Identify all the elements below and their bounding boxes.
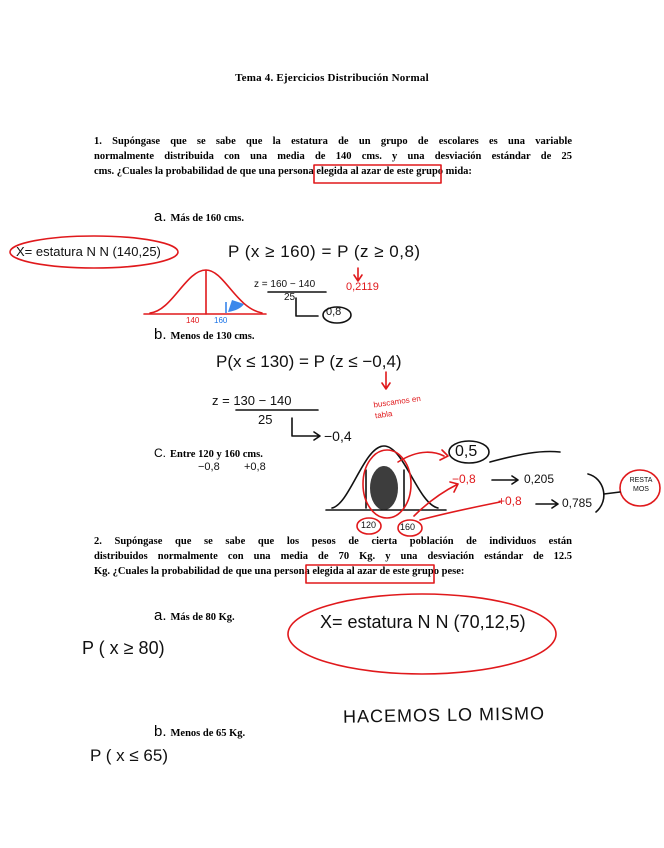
- p2a-probability: P ( x ≥ 80): [82, 638, 165, 658]
- p1c-arrow: [536, 500, 558, 508]
- item-text: Más de 80 Kg.: [170, 612, 235, 623]
- p1-variable-label: X= estatura N N (140,25): [16, 244, 161, 259]
- p1b-z-value: −0,4: [324, 428, 352, 444]
- p1c-bracket: [588, 474, 604, 512]
- problem-1-line: normalmente distribuida con una media de 140 cms. y una desviación estándar de 25: [94, 151, 572, 162]
- p1c-z-pos: +0,8: [244, 461, 266, 473]
- p1a-z-value: 0,8: [326, 306, 342, 318]
- item-letter: C.: [154, 446, 166, 460]
- p1a-circle: [323, 307, 351, 323]
- problem-2-line: distribuidos normalmente con una media de 70 Kg. y una desviación estándar de 12.5: [94, 551, 572, 562]
- highlight-box: [306, 565, 434, 583]
- p1c-tick-120: 120: [361, 520, 377, 530]
- p1b-note: buscamos en tabla: [372, 393, 422, 421]
- p1c-tick-circle: [398, 520, 422, 536]
- problem-1-line: cms. ¿Cuales la probabilidad de que una persona elegida al azar de este grupo mida:: [94, 166, 472, 177]
- p2b-probability: P ( x ≤ 65): [90, 746, 168, 765]
- p1a-arrow: [296, 298, 318, 316]
- problem-2-line: Kg. ¿Cuales la probabilidad de que una persona elegida al azar de este grupo pese:: [94, 566, 465, 577]
- p1c-red-arrow: [414, 482, 458, 516]
- item-letter: a.: [154, 607, 167, 624]
- p1c-half: 0,5: [455, 443, 478, 460]
- p1c-normal-curve: [326, 446, 446, 510]
- item-text: Menos de 65 Kg.: [170, 728, 246, 739]
- p1b-probability: P(x ≤ 130) = P (z ≤ −0,4): [216, 352, 402, 371]
- item-text: Más de 160 cms.: [170, 213, 245, 224]
- p1c-pos-z: +0,8: [498, 494, 522, 508]
- p1c-arrow: [492, 476, 518, 484]
- item-letter: b.: [154, 326, 167, 343]
- item-text: Menos de 130 cms.: [170, 331, 255, 342]
- p1a-tick-160: 160: [214, 316, 228, 325]
- p1a-z-denominator: 25: [284, 292, 296, 303]
- p2-variable-label: X= estatura N N (70,12,5): [320, 612, 526, 632]
- p1a-tick-140: 140: [186, 316, 200, 325]
- p1c-neg-value: 0,205: [524, 472, 555, 486]
- document-title: Tema 4. Ejercicios Distribución Normal: [235, 72, 429, 84]
- problem-2-line: 2. Supóngase que se sabe que los pesos de cierta población de individuos están: [94, 536, 572, 547]
- p1b-z-formula: z = 130 − 140: [212, 393, 292, 408]
- item-letter: b.: [154, 723, 167, 740]
- p1b-arrow: [292, 418, 320, 440]
- p1c-half-circle: [449, 441, 489, 463]
- item-text: Entre 120 y 160 cms.: [170, 449, 263, 460]
- p1c-curve-line: [490, 451, 560, 462]
- p1a-probability: P (x ≥ 160) = P (z ≥ 0,8): [228, 242, 421, 261]
- p1a-result-arrow: [354, 268, 362, 281]
- problem-1-line: 1. Supóngase que se sabe que la estatura de un grupo de escolares es una variable: [94, 136, 572, 147]
- highlight-box: [314, 165, 441, 183]
- p1a-result: 0,2119: [346, 281, 379, 293]
- p2-variable-ellipse: [288, 594, 556, 674]
- p1c-pos-value: 0,785: [562, 496, 593, 510]
- p1b-note-arrow: [382, 372, 390, 389]
- variable-ellipse: [10, 236, 178, 268]
- p2-same-note: HACEMOS LO MISMO: [342, 703, 546, 727]
- p1c-note: RESTA MOS: [629, 477, 653, 493]
- p1c-z-neg: −0,8: [198, 461, 220, 473]
- p1c-tick-160: 160: [400, 522, 416, 532]
- p1c-tick-circle: [357, 518, 381, 534]
- p1a-z-formula: z = 160 − 140: [254, 279, 316, 290]
- p1a-normal-curve: [144, 270, 266, 314]
- p1c-neg-z: −0,8: [452, 472, 476, 486]
- p1b-z-denominator: 25: [258, 412, 273, 427]
- p1c-note-circle: [620, 470, 660, 506]
- item-letter: a.: [154, 208, 167, 225]
